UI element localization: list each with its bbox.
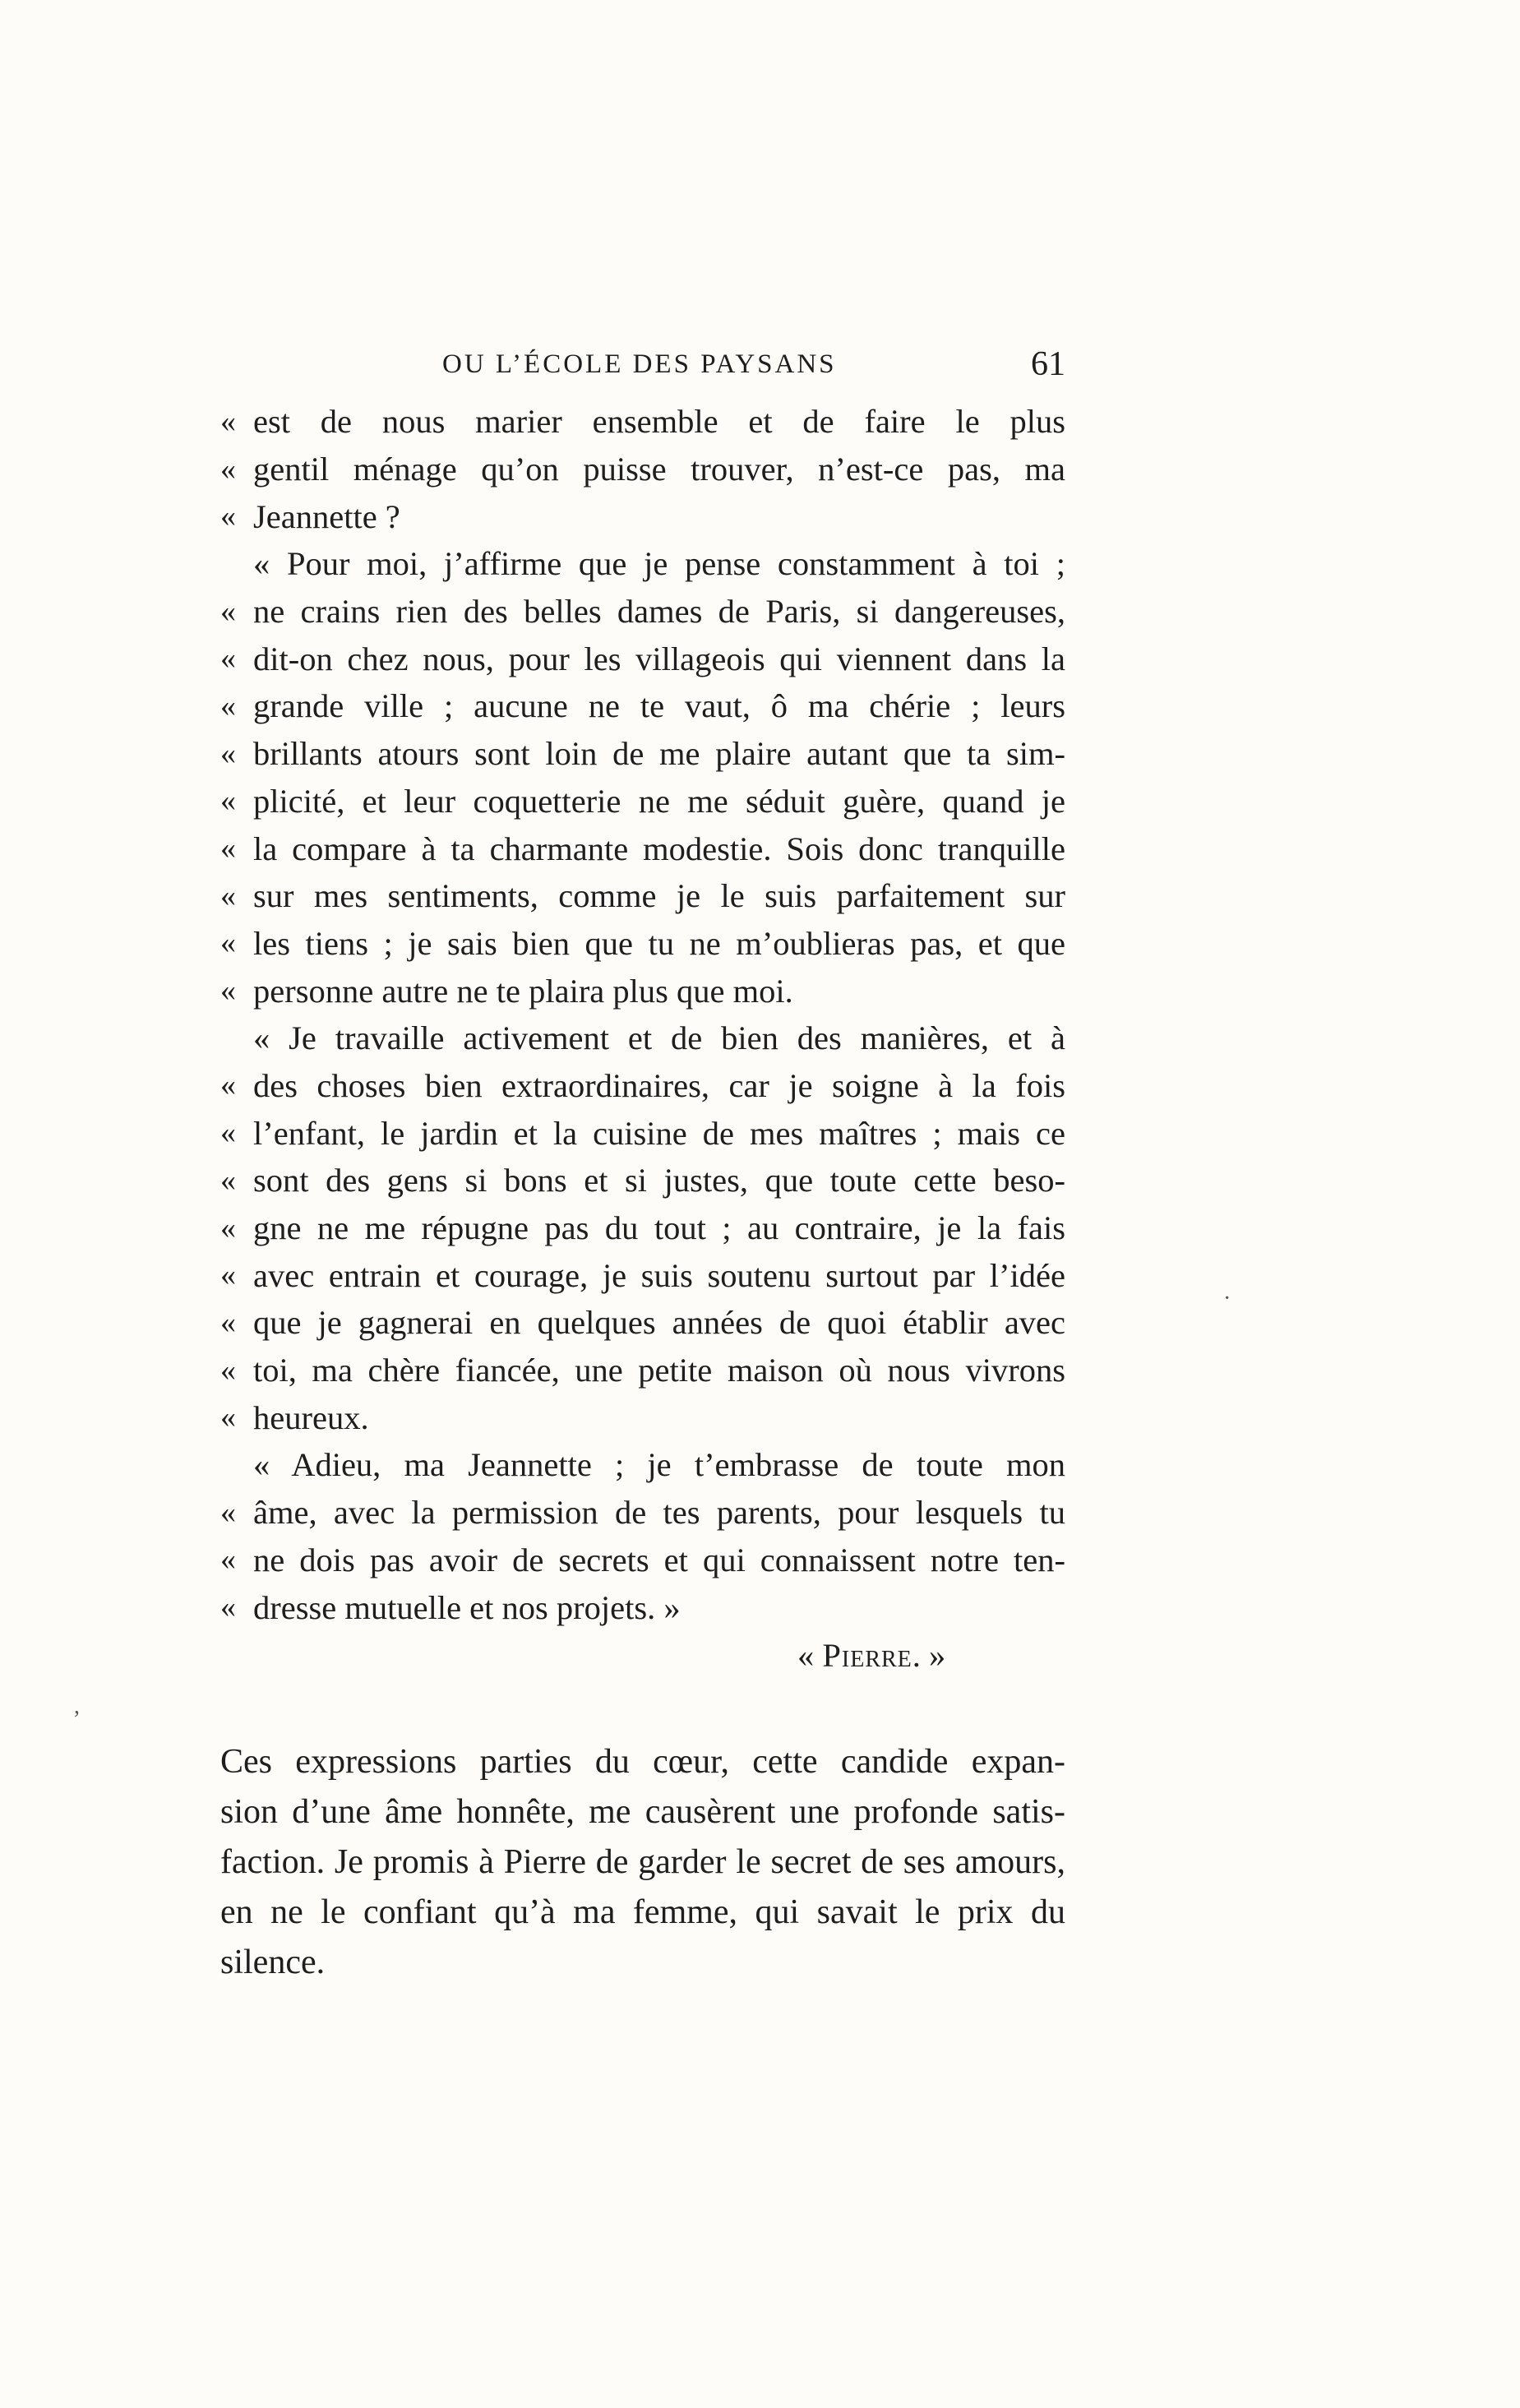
letter-line	[220, 825, 1065, 872]
letter-line	[220, 967, 1065, 1015]
line-text: « Adieu, ma Jeannette ; je t’embrasse de toute mon	[253, 1446, 1065, 1484]
line-text: est de nous marier ensemble et de faire le plus	[253, 403, 1065, 441]
quote-mark: «	[220, 1305, 236, 1340]
stray-dot: ·	[1223, 1286, 1231, 1311]
closing-line	[220, 1937, 1065, 1987]
page-number: 61	[1031, 345, 1065, 383]
line-text: personne autre ne te plaira plus que moi.	[253, 972, 793, 1010]
quote-mark: «	[220, 404, 236, 439]
line-text: faction. Je promis à Pierre de garder le secret de ses amours,	[220, 1842, 1065, 1881]
quote-mark: «	[220, 1542, 236, 1578]
letter-line	[220, 778, 1065, 825]
line-text: que je gagnerai en quelques années de quoi établir avec	[253, 1304, 1065, 1342]
letter-line	[220, 872, 1065, 920]
line-text: la compare à ta charmante modestie. Sois donc tranquille	[253, 830, 1065, 867]
letter-line	[220, 1062, 1065, 1110]
letter-line	[220, 588, 1065, 636]
line-text: l’enfant, le jardin et la cuisine de mes maîtres ; mais ce	[253, 1114, 1065, 1152]
line-text: dit-on chez nous, pour les villageois qui viennent dans la	[253, 640, 1065, 677]
closing-line	[220, 1887, 1065, 1937]
quote-mark: «	[220, 451, 236, 487]
closing-line	[220, 1837, 1065, 1887]
line-text: toi, ma chère fiancée, une petite maison où nous vivrons	[253, 1352, 1065, 1389]
letter-line	[220, 398, 1065, 446]
letter-line	[220, 1299, 1065, 1347]
letter-line	[220, 1537, 1065, 1584]
stray-mark: ,	[74, 1694, 80, 1719]
line-text: gne ne me répugne pas du tout ; au contraire, je la fais	[253, 1209, 1065, 1247]
letter-line	[220, 492, 1065, 540]
line-text: ne dois pas avoir de secrets et qui connaissent notre ten-	[253, 1541, 1065, 1578]
quote-mark: «	[220, 594, 236, 629]
signature-close-quote: . »	[912, 1636, 946, 1674]
quote-mark: «	[220, 1162, 236, 1198]
line-text: dresse mutuelle et nos projets. »	[253, 1588, 681, 1626]
letter-line	[220, 635, 1065, 682]
quote-mark: «	[220, 499, 236, 534]
letter-line	[220, 1441, 1065, 1489]
line-text: plicité, et leur coquetterie ne me séduit guère, quand je	[253, 782, 1065, 820]
line-text: « Je travaille activement et de bien des manières, et à	[253, 1019, 1065, 1057]
quote-mark: «	[220, 831, 236, 867]
closing-line	[220, 1786, 1065, 1837]
page-header	[220, 344, 1065, 385]
line-text: sion d’une âme honnête, me causèrent une profonde satis-	[220, 1792, 1065, 1831]
quote-mark: «	[220, 1352, 236, 1388]
letter-line	[220, 446, 1065, 493]
quote-mark: «	[220, 783, 236, 819]
letter-text	[220, 398, 1065, 1679]
letter-line	[220, 1583, 1065, 1631]
letter-line	[220, 540, 1065, 588]
letter-line	[220, 730, 1065, 778]
line-text: « Pour moi, j’affirme que je pense constamment à toi ;	[253, 545, 1065, 583]
quote-mark: «	[220, 878, 236, 913]
line-text: les tiens ; je sais bien que tu ne m’oublieras pas, et que	[253, 924, 1065, 962]
line-text: Jeannette ?	[253, 497, 400, 535]
quote-mark: «	[220, 641, 236, 677]
letter-line	[220, 1204, 1065, 1252]
line-text: sur mes sentiments, comme je le suis parfaitement sur	[253, 877, 1065, 915]
letter-line	[220, 1393, 1065, 1441]
closing-line	[220, 1736, 1065, 1786]
line-text: Ces expressions parties du cœur, cette candide expan-	[220, 1742, 1065, 1781]
quote-mark: «	[220, 926, 236, 961]
letter-line	[220, 1347, 1065, 1394]
line-text: des choses bien extraordinaires, car je soigne à la fois	[253, 1066, 1065, 1104]
line-text: heureux.	[253, 1398, 369, 1436]
letter-line	[220, 1489, 1065, 1537]
closing-paragraph	[220, 1736, 1065, 1987]
line-text: ne crains rien des belles dames de Paris, si dangereuses,	[253, 593, 1065, 631]
letter-line	[220, 682, 1065, 730]
quote-mark: «	[220, 1400, 236, 1435]
letter-line	[220, 920, 1065, 968]
quote-mark: «	[220, 973, 236, 1009]
running-title: OU L’ÉCOLE DES PAYSANS	[442, 349, 837, 379]
line-text: âme, avec la permission de tes parents, pour lesquels tu	[253, 1494, 1065, 1532]
line-text: grande ville ; aucune ne te vaut, ô ma chérie ; leurs	[253, 687, 1065, 725]
letter-line	[220, 1157, 1065, 1204]
signature-open-quote: «	[797, 1636, 823, 1674]
line-text: gentil ménage qu’on puisse trouver, n’est-ce pas, ma	[253, 451, 1065, 488]
signature-name: Pierre	[822, 1636, 912, 1674]
line-text: avec entrain et courage, je suis soutenu surtout par l’idée	[253, 1256, 1065, 1294]
letter-line	[220, 1015, 1065, 1062]
signature-line	[797, 1636, 945, 1675]
letter-line	[220, 1251, 1065, 1299]
letter-line	[220, 1109, 1065, 1157]
quote-mark: «	[220, 1258, 236, 1293]
quote-mark: «	[220, 688, 236, 723]
quote-mark: «	[220, 736, 236, 771]
line-text: sont des gens si bons et si justes, que toute cette beso-	[253, 1162, 1065, 1199]
line-text: en ne le confiant qu’à ma femme, qui savait le prix du	[220, 1893, 1065, 1931]
quote-mark: «	[220, 1590, 236, 1625]
quote-mark: «	[220, 1116, 236, 1151]
quote-mark: «	[220, 1210, 236, 1246]
line-text: brillants atours sont loin de me plaire autant que ta sim-	[253, 735, 1065, 773]
signature	[220, 1631, 1065, 1679]
quote-mark: «	[220, 1495, 236, 1530]
quote-mark: «	[220, 1068, 236, 1103]
line-text: silence.	[220, 1943, 326, 1981]
